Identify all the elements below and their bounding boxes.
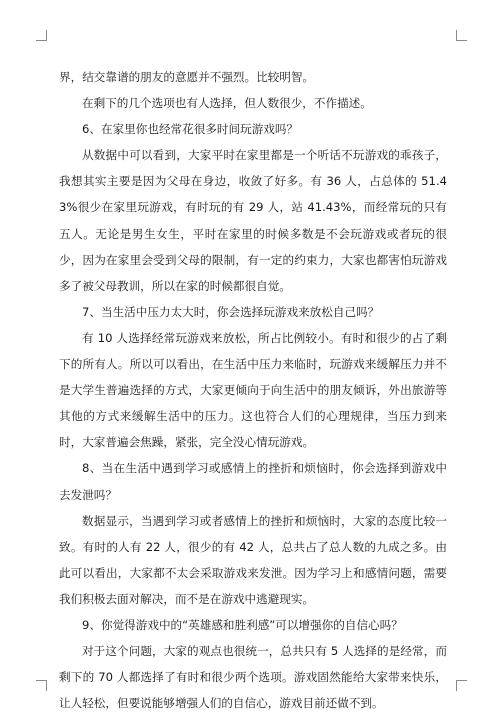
crop-mark-top-right — [456, 30, 467, 41]
crop-mark-bottom-left — [36, 680, 47, 691]
crop-mark-top-left — [36, 30, 47, 41]
question-8-heading: 8、当在生活中遇到学习或感情上的挫折和烦恼时，你会选择到游戏中去发泄吗？ — [59, 461, 447, 502]
document-body — [59, 64, 447, 716]
question-7-analysis: 有 10 人选择经常玩游戏来放松，所占比例较小。有时和很少的占了剩下的所有人。所以可以看出，在生活中压力来临时，玩游戏来缓解压力并不是大学生普遍选择的方式，大家更倾向于向生活中的朋友倾诉，外出旅游等其他的方式来缓解生活中的压力。这也符合人们的心理规律，当压力到来时，大家普遍会焦躁，紧张，完全没心情玩游戏。 — [59, 330, 447, 450]
question-6-heading: 6、在家里你也经常花很多时间玩游戏吗？ — [82, 122, 299, 137]
question-6-analysis: 从数据中可以看到，大家平时在家里都是一个听话不玩游戏的乖孩子，我想其实主要是因为父母在身边，收敛了好多。有 36 人，占总体的 51.43%很少在家里玩游戏，有时玩的有 29 人，站 41.43%，而经常玩的只有五人。无论是男生女生，平时在家里的时候多数是不会玩游戏或者玩的很少，因为在家里会受到父母的限制，有一定的约束力，大家也都害怕玩游戏多了被父母教训，所以在家的时候都很自觉。 — [59, 148, 447, 293]
question-7-heading: 7、当生活中压力太大时，你会选择玩游戏来放松自己吗？ — [82, 304, 380, 319]
question-9-analysis: 对于这个问题，大家的观点也很统一，总共只有 5 人选择的是经常，而剩下的 70 人都选择了有时和很少两个选项。游戏固然能给大家带来快乐，让人轻松，但要说能够增强人们的自信心，游戏目前还做不到。 — [59, 644, 447, 711]
question-9-heading: 9、你觉得游戏中的“英雄感和胜利感”可以增强你的自信心吗？ — [82, 617, 403, 632]
paragraph-continuation: 界，结交靠谱的朋友的意愿并不强烈。比较明智。 — [59, 70, 315, 84]
paragraph-other-options: 在剩下的几个选项也有人选择，但人数很少，不作描述。 — [82, 96, 372, 111]
question-8-analysis: 数据显示，当遇到学习或者感情上的挫折和烦恼时，大家的态度比较一致。有时的人有 22 人，很少的有 42 人，总共占了总人数的九成之多。由此可以看出，大家都不太会采取游戏来发泄。因为学习上和感情问题，需要我们积极去面对解决，而不是在游戏中逃避现实。 — [59, 513, 447, 606]
crop-mark-bottom-right — [456, 680, 467, 691]
